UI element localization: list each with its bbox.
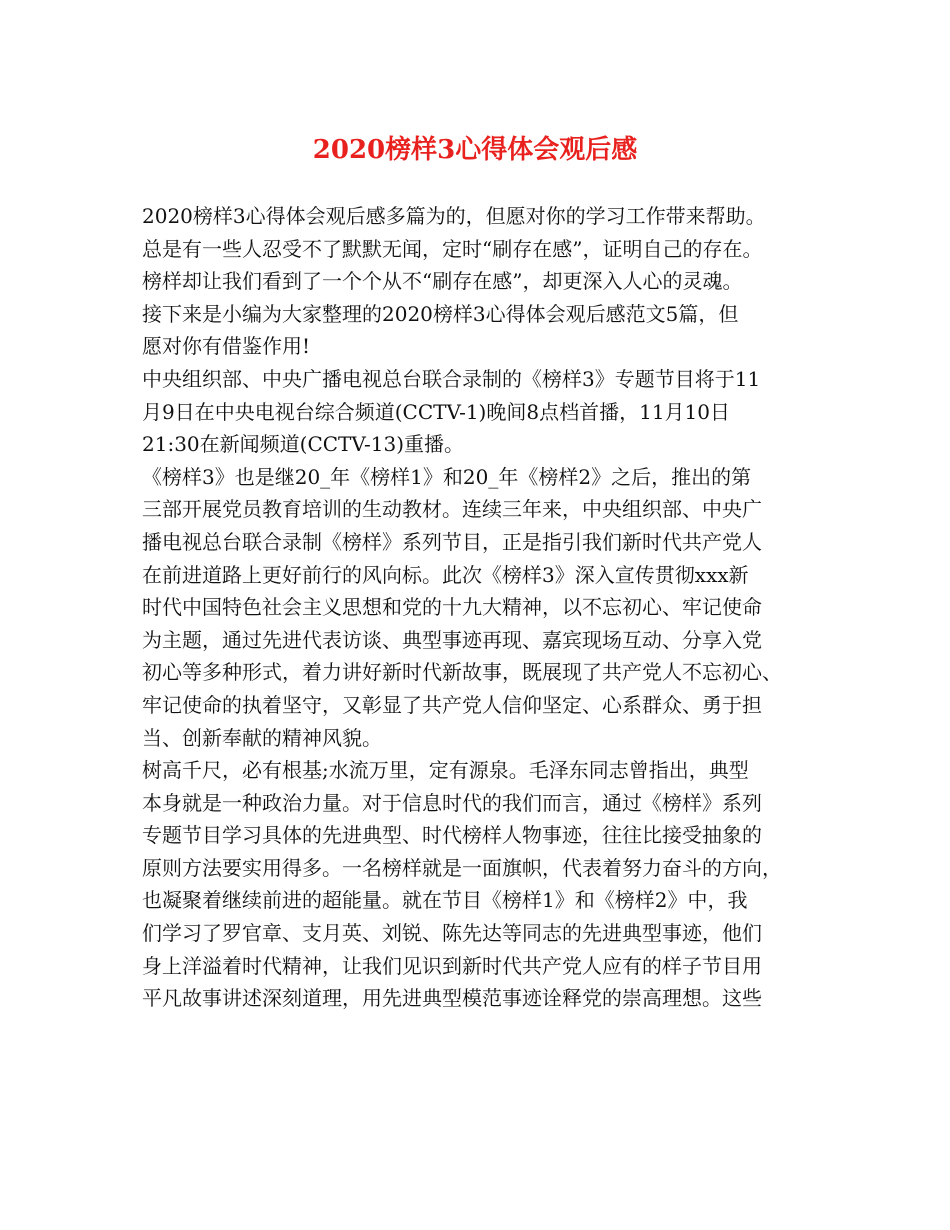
- body-text-line: 当、创新奉献的精神风貌。: [142, 725, 382, 750]
- body-text-line: 树高千尺，必有根基;水流万里，定有源泉。毛泽东同志曾指出，典型: [142, 758, 749, 783]
- body-text-line: 为主题，通过先进代表访谈、典型事迹再现、嘉宾现场互动、分享入党: [142, 627, 762, 652]
- body-text-line: 2020榜样3心得体会观后感多篇为的，但愿对你的学习工作带来帮助。: [142, 204, 766, 228]
- body-text-line: 平凡故事讲述深刻道理，用先进典型模范事迹诠释党的崇高理想。这些: [142, 986, 762, 1011]
- body-text-line: 愿对你有借鉴作用!: [142, 334, 311, 359]
- body-text-line: 时代中国特色社会主义思想和党的十九大精神，以不忘初心、牢记使命: [142, 595, 762, 620]
- body-text-line: 三部开展党员教育培训的生动教材。连续三年来，中央组织部、中央广: [142, 497, 762, 522]
- body-text-line: 们学习了罗官章、支月英、刘锐、陈先达等同志的先进典型事迹，他们: [142, 921, 762, 946]
- body-text-line: 牢记使命的执着坚守，又彰显了共产党人信仰坚定、心系群众、勇于担: [142, 692, 762, 717]
- body-text-line: 榜样却让我们看到了一个个从不“刷存在感”，却更深入人心的灵魂。: [142, 269, 743, 294]
- body-text-line: 在前进道路上更好前行的风向标。此次《榜样3》深入宣传贯彻xxx新: [142, 562, 749, 587]
- body-text-line: 《榜样3》也是继20_年《榜样1》和20_年《榜样2》之后，推出的第: [142, 464, 752, 489]
- body-text-line: 本身就是一种政治力量。对于信息时代的我们而言，通过《榜样》系列: [142, 790, 762, 815]
- document-body: [142, 200, 832, 1015]
- body-text-line: 初心等多种形式，着力讲好新时代新故事，既展现了共产党人不忘初心、: [142, 660, 782, 685]
- body-text-line: 身上洋溢着时代精神，让我们见识到新时代共产党人应有的样子节目用: [142, 953, 762, 978]
- body-text-line: 月9日在中央电视台综合频道(CCTV-1)晚间8点档首播，11月10日: [142, 399, 730, 424]
- body-text-line: 原则方法要实用得多。一名榜样就是一面旗帜，代表着努力奋斗的方向，: [142, 855, 782, 880]
- body-text-line: 专题节目学习具体的先进典型、时代榜样人物事迹，往往比接受抽象的: [142, 823, 762, 848]
- body-text-line: 21:30在新闻频道(CCTV-13)重播。: [142, 432, 465, 457]
- body-text-line: 接下来是小编为大家整理的2020榜样3心得体会观后感范文5篇，但: [142, 301, 739, 326]
- body-text-line: 播电视总台联合录制《榜样》系列节目，正是指引我们新时代共产党人: [142, 529, 762, 554]
- body-text-line: 也凝聚着继续前进的超能量。就在节目《榜样1》和《榜样2》中，我: [142, 888, 748, 913]
- body-text-line: 总是有一些人忍受不了默默无闻，定时“刷存在感”，证明自己的存在。: [142, 236, 763, 261]
- body-text-line: 中央组织部、中央广播电视总台联合录制的《榜样3》专题节目将于11: [142, 366, 761, 391]
- document-title: 2020榜样3心得体会观后感: [312, 135, 638, 165]
